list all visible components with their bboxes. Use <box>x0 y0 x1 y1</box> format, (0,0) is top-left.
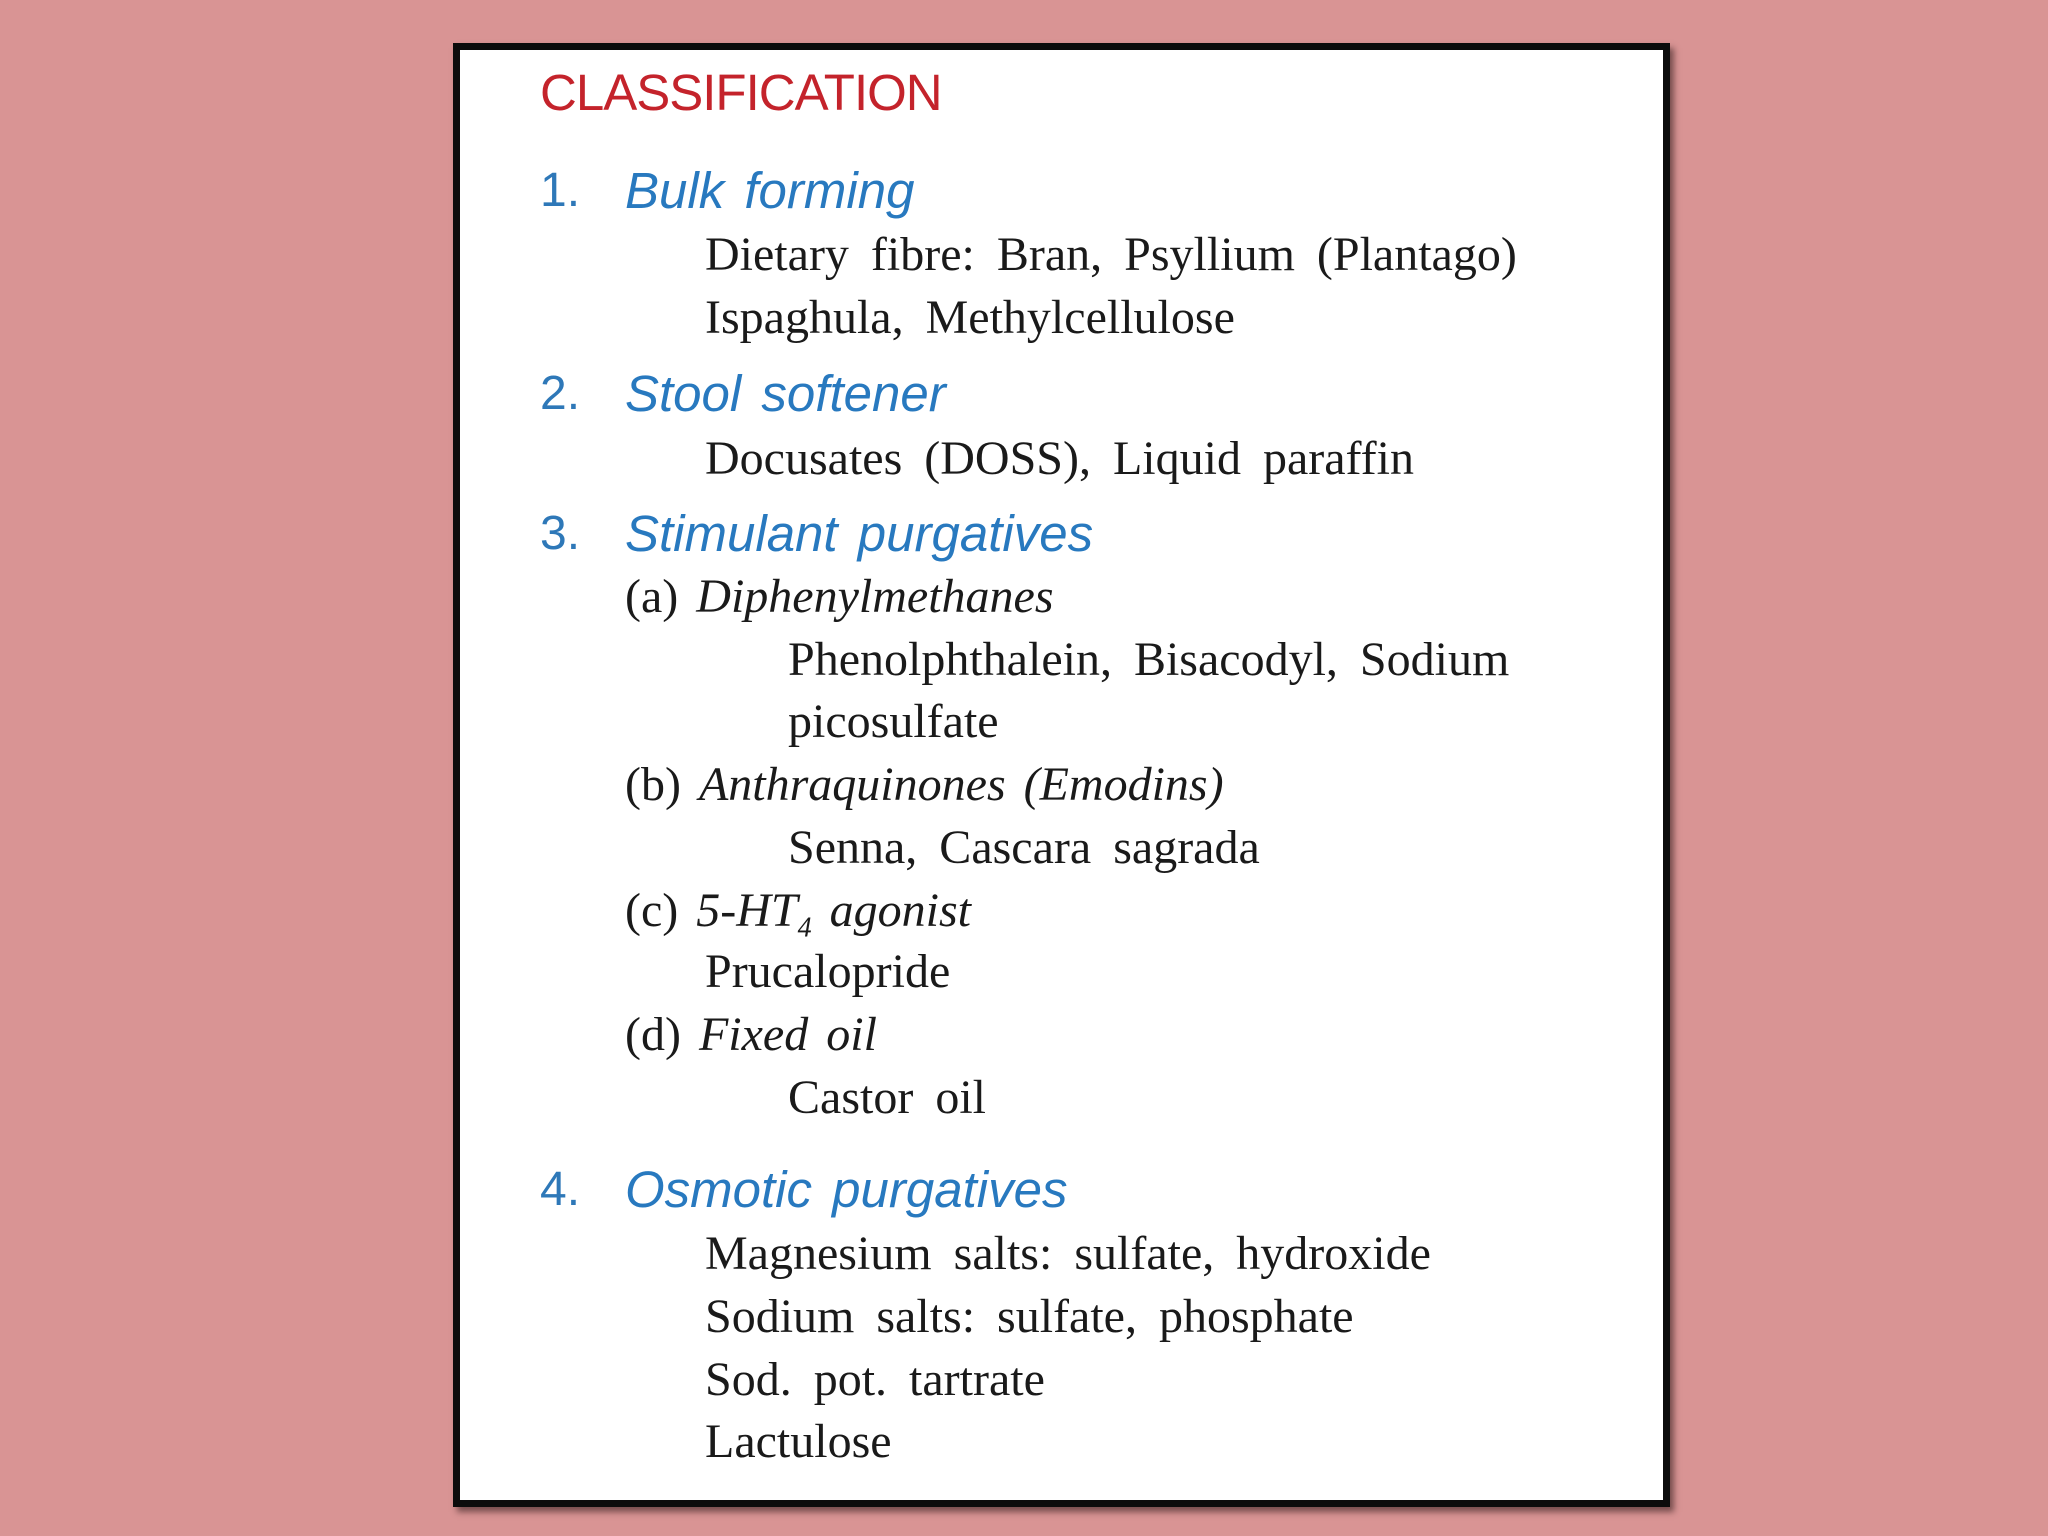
subgroup-heading-5ht4-agonist <box>625 884 971 944</box>
subgroup-heading-anthraquinones <box>625 758 1224 811</box>
list-item: Phenolphthalein, Bisacodyl, Sodium <box>788 633 1510 686</box>
subgroup-name: Anthraquinones (Emodins) <box>698 758 1224 811</box>
category-heading-stimulant-purgatives: Stimulant purgatives <box>625 505 1094 562</box>
list-item: Prucalopride <box>705 945 951 998</box>
classification-card <box>453 43 1670 1507</box>
page-title: CLASSIFICATION <box>540 64 942 121</box>
list-item: Sodium salts: sulfate, phosphate <box>705 1290 1354 1343</box>
category-heading-osmotic-purgatives: Osmotic purgatives <box>625 1161 1068 1218</box>
category-number: 3. <box>540 507 581 560</box>
subgroup-letter: (a) <box>625 570 679 623</box>
category-heading-bulk-forming: Bulk forming <box>625 162 915 219</box>
subgroup-name: Diphenylmethanes <box>696 570 1054 623</box>
subgroup-heading-diphenylmethanes <box>625 570 1054 623</box>
subgroup-letter: (c) <box>625 884 679 937</box>
list-item: Magnesium salts: sulfate, hydroxide <box>705 1227 1431 1280</box>
list-item: Dietary fibre: Bran, Psyllium (Plantago) <box>705 228 1517 281</box>
subgroup-name-suffix: agonist <box>811 884 971 937</box>
list-item: Sod. pot. tartrate <box>705 1353 1045 1406</box>
list-item: Castor oil <box>788 1071 986 1124</box>
list-item: Lactulose <box>705 1415 892 1468</box>
subgroup-name-subscript: 4 <box>797 912 812 944</box>
list-item: Ispaghula, Methylcellulose <box>705 291 1235 344</box>
subgroup-name <box>696 884 971 944</box>
list-item: Docusates (DOSS), Liquid paraffin <box>705 432 1414 485</box>
subgroup-heading-fixed-oil <box>625 1008 877 1061</box>
category-number: 4. <box>540 1163 581 1216</box>
subgroup-name: Fixed oil <box>698 1008 877 1061</box>
list-item: Senna, Cascara sagrada <box>788 821 1260 874</box>
subgroup-name-prefix: 5-HT <box>696 884 798 937</box>
category-number: 1. <box>540 164 581 217</box>
subgroup-letter: (b) <box>625 758 681 811</box>
subgroup-letter: (d) <box>625 1008 681 1061</box>
list-item: picosulfate <box>788 695 999 748</box>
category-number: 2. <box>540 367 581 420</box>
category-heading-stool-softener: Stool softener <box>625 365 946 422</box>
